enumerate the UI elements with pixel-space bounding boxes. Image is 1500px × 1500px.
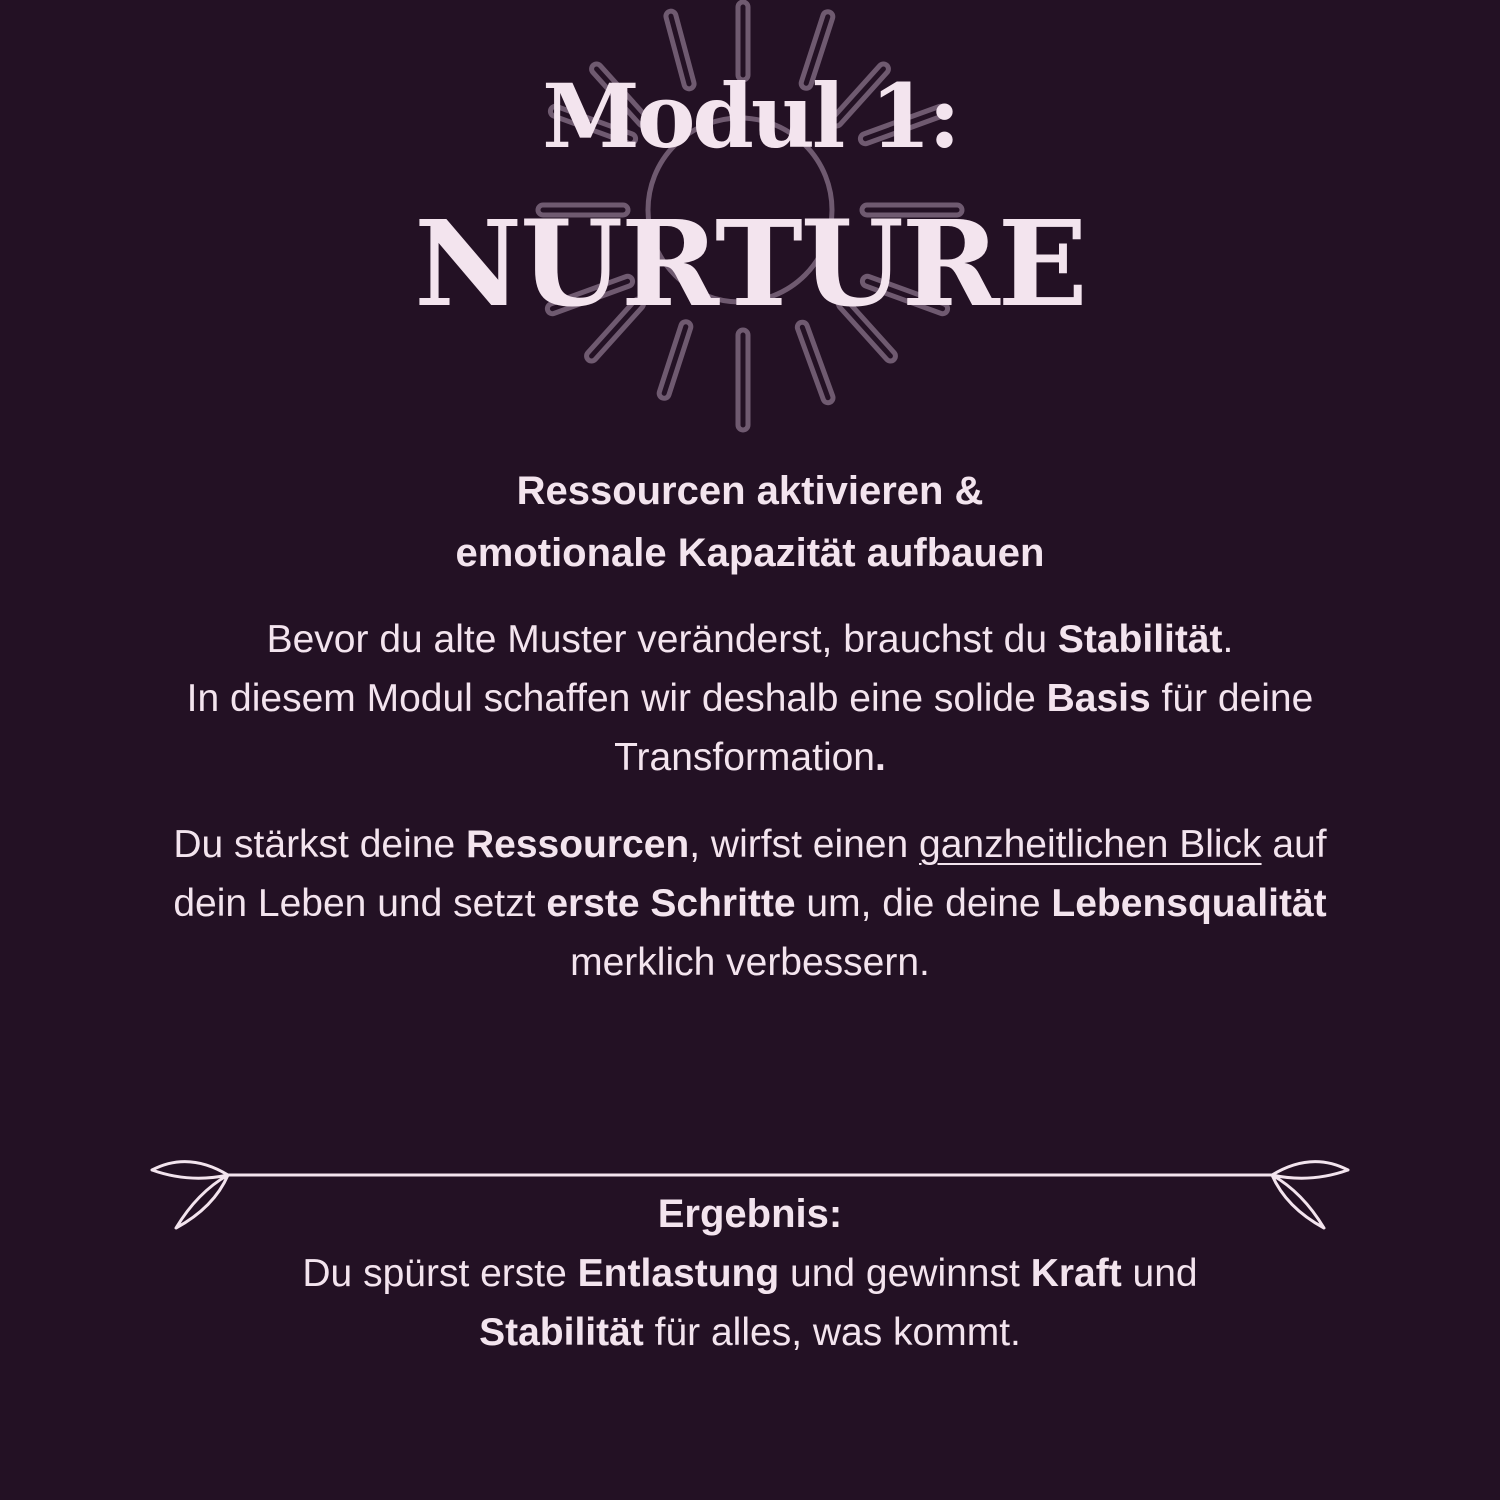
subtitle-line-2: emotionale Kapazität aufbauen	[455, 531, 1045, 575]
description-paragraph: Du stärkst deine Ressourcen, wirfst einen ganzheitlichen Blick auf dein Leben und setzt erste Schritte um, die deine Lebensqualität merklich verbessern.	[173, 823, 1327, 984]
subtitle-line-1: Ressourcen aktivieren &	[516, 469, 984, 513]
module-label: Modul 1:	[542, 64, 958, 168]
module-subtitle	[0, 460, 1500, 584]
module-name: NURTURE	[414, 194, 1086, 333]
result-text: Du spürst erste Entlastung und gewinnst Kraft und Stabilität für alles, was kommt.	[302, 1252, 1198, 1354]
result-heading: Ergebnis:	[657, 1192, 843, 1236]
intro-paragraph: Bevor du alte Muster veränderst, brauchst du Stabilität. In diesem Modul schaffen wir deshalb eine solide Basis für deine Transformation.	[186, 618, 1314, 779]
ganzheitlicher-blick-link[interactable]: ganzheitlichen Blick	[919, 823, 1262, 866]
